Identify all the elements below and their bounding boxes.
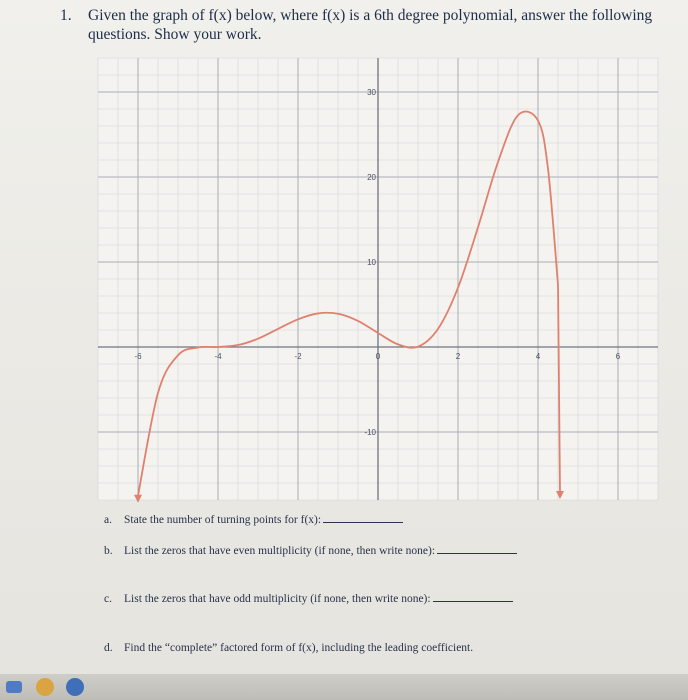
- sub-question-a-text: State the number of turning points for f(x):: [124, 514, 322, 526]
- y-tick-label: 20: [367, 173, 376, 182]
- y-tick-label: -10: [364, 428, 376, 437]
- x-tick-label: -6: [134, 352, 142, 361]
- sub-question-a: [104, 514, 403, 526]
- question-line-2: questions. Show your work.: [88, 26, 262, 43]
- x-tick-label: 4: [535, 352, 541, 361]
- polynomial-graph: [88, 48, 668, 510]
- sub-question-b: [104, 545, 517, 557]
- answer-blank-c[interactable]: [433, 601, 513, 602]
- sub-question-d: [104, 642, 473, 654]
- sub-question-c: [104, 593, 513, 605]
- chrome-icon[interactable]: [36, 678, 54, 696]
- browser-icon[interactable]: [66, 678, 84, 696]
- answer-blank-b[interactable]: [437, 553, 517, 554]
- sub-question-c-text: List the zeros that have odd multiplicity (if none, then write none):: [124, 593, 431, 605]
- x-tick-label: -2: [294, 352, 302, 361]
- x-tick-label: -4: [214, 352, 222, 361]
- graph-svg: [88, 48, 668, 510]
- x-tick-label: 2: [455, 352, 461, 361]
- question-number: 1.: [60, 7, 72, 24]
- sub-question-d-text: Find the “complete” factored form of f(x), including the leading coefficient.: [124, 642, 474, 654]
- x-tick-label: 0: [375, 352, 381, 361]
- sub-question-d-letter: d.: [104, 642, 113, 654]
- sub-question-a-letter: a.: [104, 514, 112, 526]
- y-tick-label: 30: [367, 88, 376, 97]
- answer-blank-a[interactable]: [323, 522, 403, 523]
- app-icon[interactable]: [6, 681, 22, 693]
- taskbar: [0, 674, 688, 700]
- question-line-1: Given the graph of f(x) below, where f(x) is a 6th degree polynomial, answer the following: [88, 7, 653, 24]
- y-tick-label: 10: [367, 258, 376, 267]
- sub-question-b-letter: b.: [104, 545, 113, 557]
- sub-question-c-letter: c.: [104, 593, 112, 605]
- question-text: [88, 6, 678, 44]
- x-tick-label: 6: [615, 352, 621, 361]
- sub-question-b-text: List the zeros that have even multiplicity (if none, then write none):: [124, 545, 436, 557]
